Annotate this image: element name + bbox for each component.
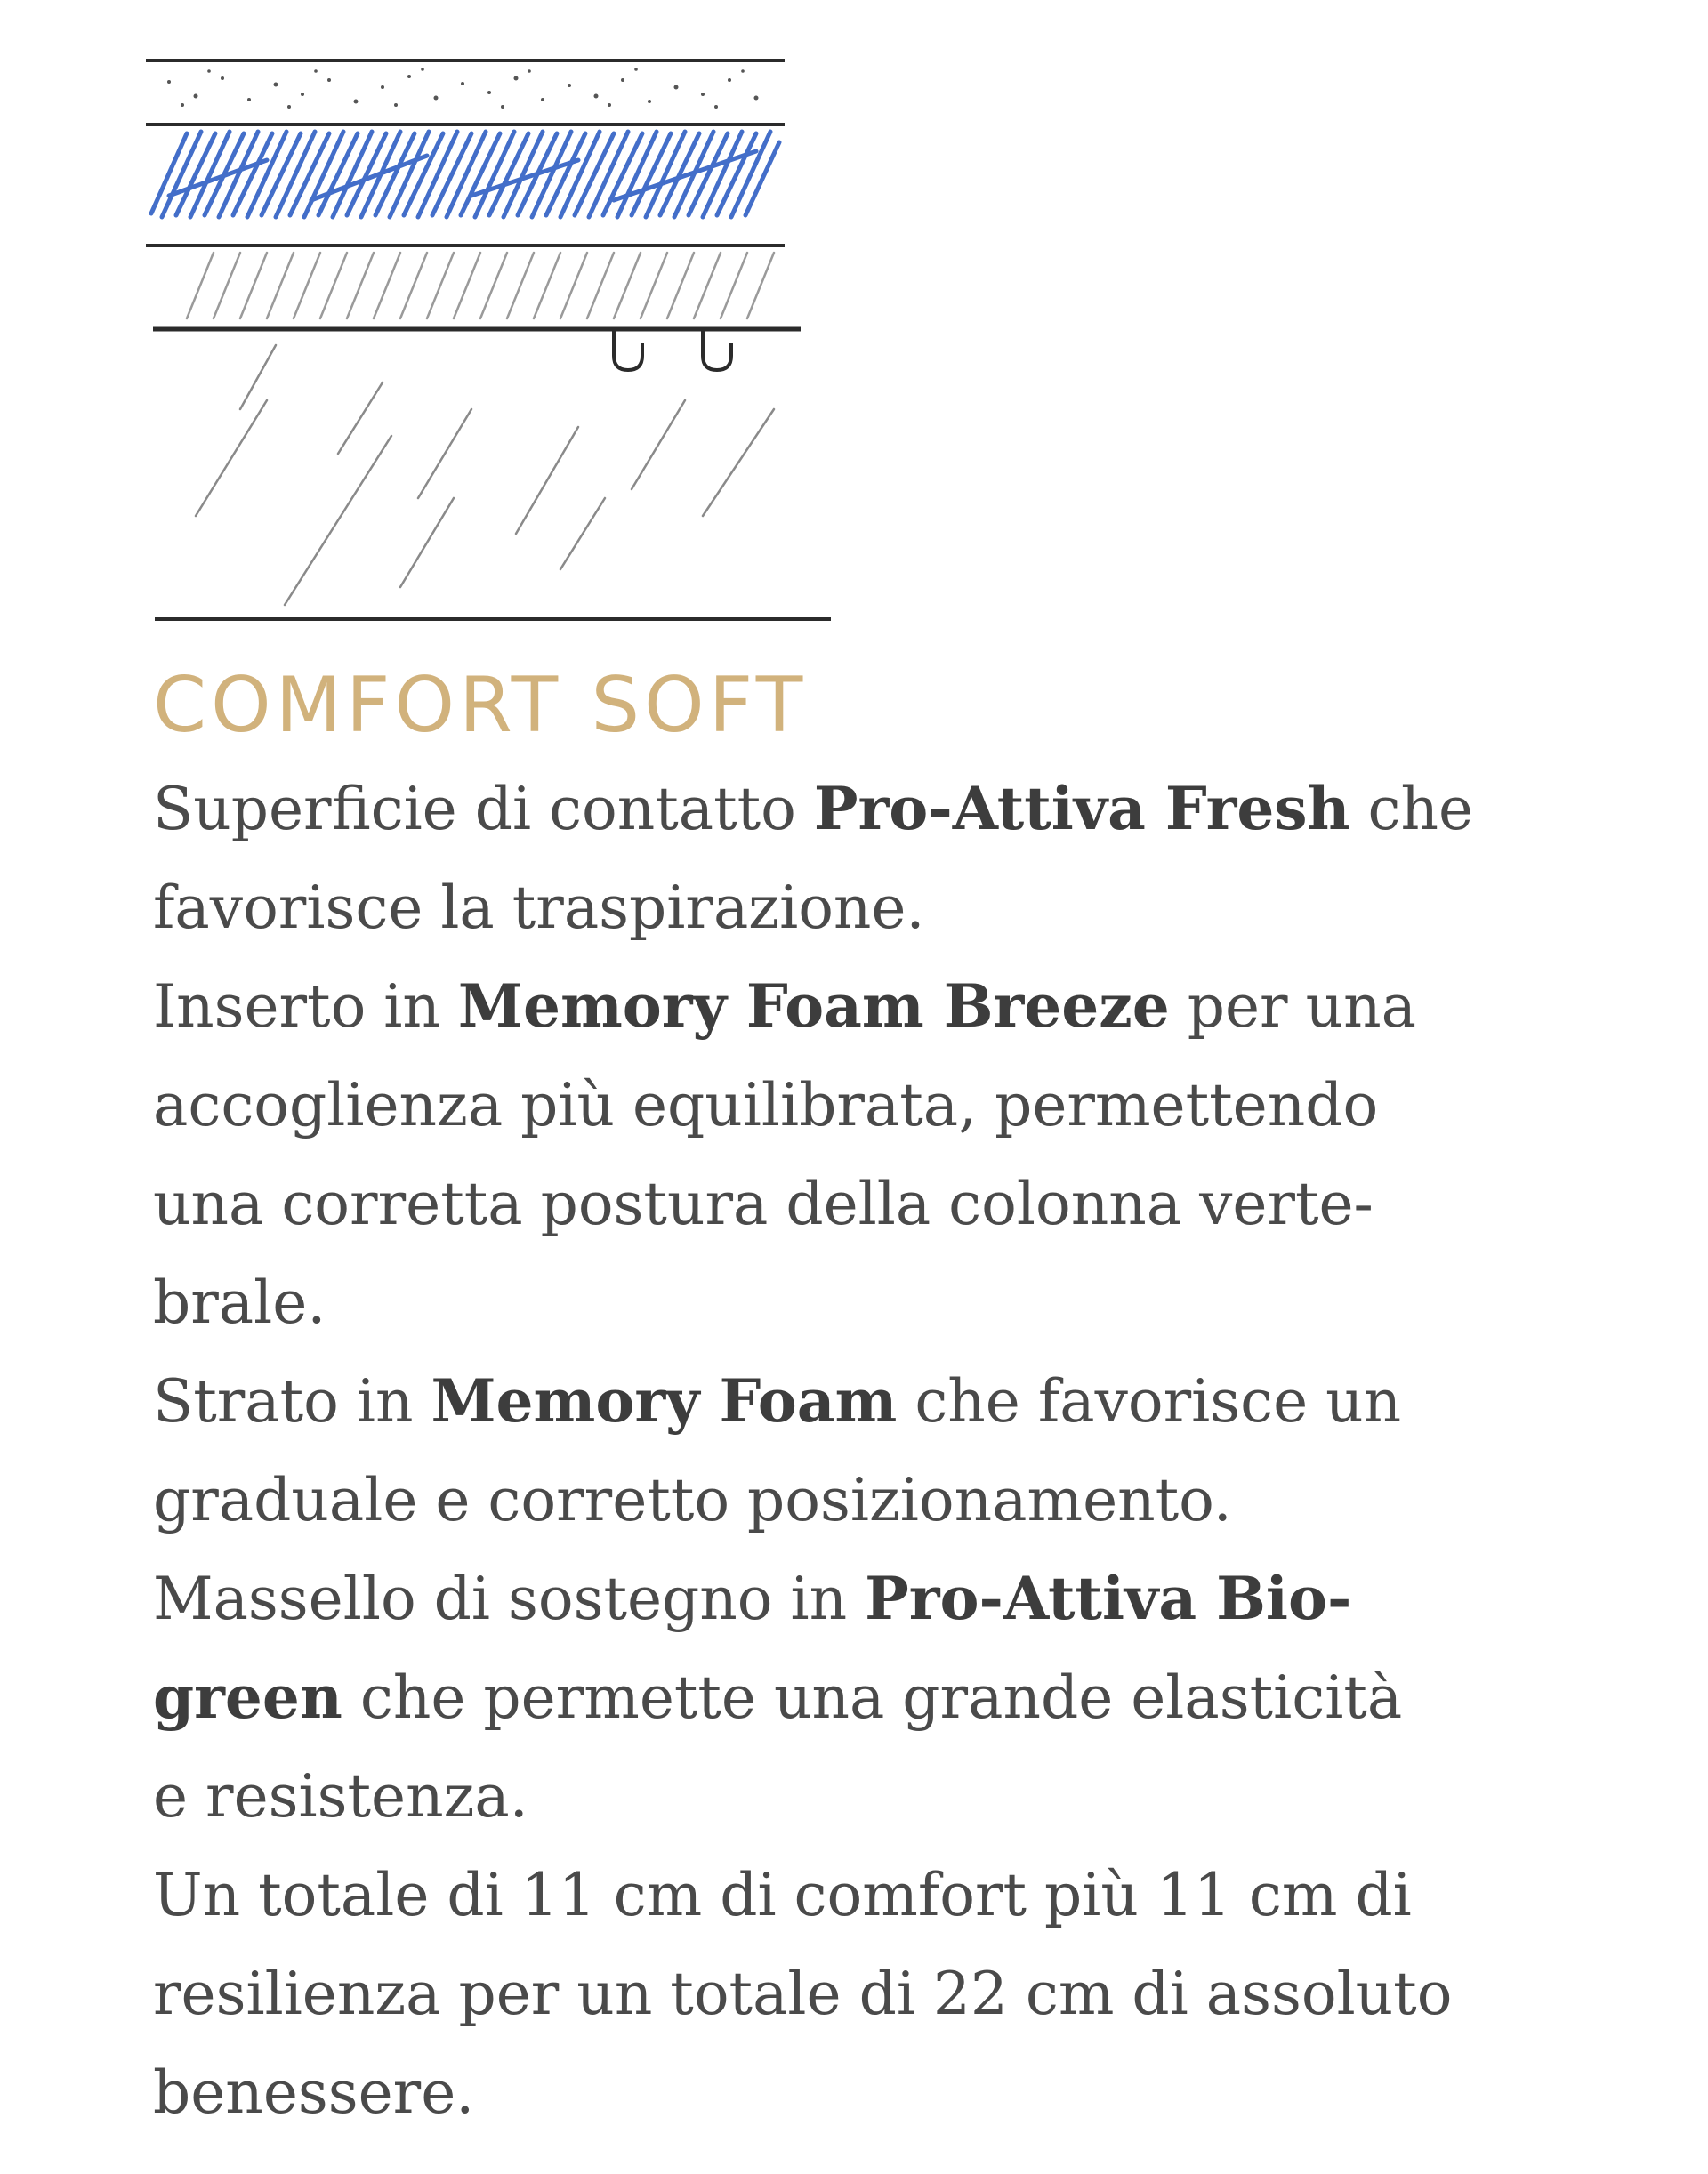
text-line: resilienza per un totale di 22 cm di assoluto: [153, 1959, 1453, 2028]
text-line: brale.: [153, 1268, 326, 1337]
highlight-pro-attiva-fresh: Pro-Attiva Fresh: [813, 773, 1350, 843]
text-line: [153, 1550, 1550, 1648]
text-line: graduale e corretto posizionamento.: [153, 1465, 1232, 1534]
section-title: COMFORT SOFT: [153, 661, 808, 750]
text-fragment: Massello di sostegno in: [153, 1564, 866, 1633]
highlight-memory-foam-breeze: Memory Foam Breeze: [457, 970, 1170, 1041]
paragraph-total-height: [153, 1846, 1550, 2142]
grey-hatched-layer: [146, 246, 785, 318]
paragraph-contact-surface: [153, 760, 1550, 957]
highlight-memory-foam: Memory Foam: [431, 1365, 898, 1436]
text-line: benessere.: [153, 2057, 475, 2127]
product-description: [153, 658, 1550, 2142]
text-fragment: che: [1349, 774, 1474, 843]
text-line: accoglienza più equilibrata, permettendo: [153, 1070, 1379, 1139]
top-layer-dotted: [146, 60, 785, 125]
paragraph-support-block: [153, 1550, 1550, 1846]
highlight-pro-attiva-biogreen-cont: green: [153, 1662, 342, 1732]
text-line: [153, 760, 1550, 858]
text-line: [153, 1352, 1550, 1451]
highlight-pro-attiva-biogreen: Pro-Attiva Bio-: [865, 1563, 1352, 1633]
text-fragment: Inserto in: [153, 971, 458, 1041]
text-line: favorisce la traspirazione.: [153, 873, 925, 942]
text-line: Un totale di 11 cm di comfort più 11 cm di: [153, 1860, 1412, 1929]
text-fragment: Strato in: [153, 1366, 431, 1436]
connector-hooks: [614, 331, 731, 370]
description-text: [153, 760, 1550, 2142]
blue-memory-foam-layer: [151, 132, 779, 217]
text-line: [153, 1648, 1550, 1747]
paragraph-memory-foam-layer: [153, 1352, 1550, 1550]
text-line: [153, 957, 1550, 1056]
text-fragment: che permette una grande elasticità: [342, 1663, 1403, 1732]
text-fragment: che favorisce un: [897, 1366, 1402, 1436]
text-fragment: Superficie di contatto: [153, 774, 814, 843]
paragraph-memory-foam-breeze: [153, 957, 1550, 1352]
base-support-layer: [153, 329, 831, 619]
text-line: una corretta postura della colonna verte-: [153, 1169, 1374, 1238]
text-fragment: per una: [1169, 971, 1416, 1041]
mattress-layers-illustration: [133, 36, 845, 640]
text-line: e resistenza.: [153, 1761, 528, 1831]
